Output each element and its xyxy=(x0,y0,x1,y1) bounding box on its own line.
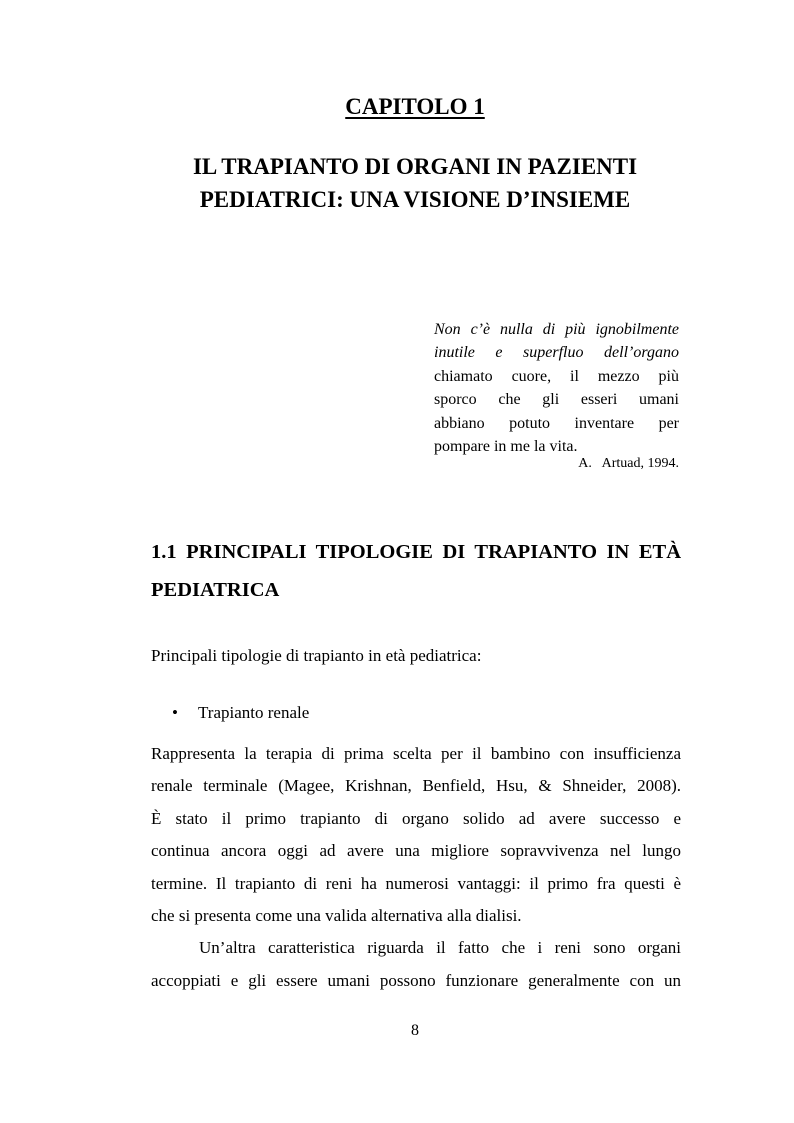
bullet-icon: • xyxy=(172,703,178,722)
bullet-list-item xyxy=(172,703,309,723)
epigraph xyxy=(434,318,679,458)
epigraph-line: abbiano potuto inventare per xyxy=(434,414,679,432)
epigraph-line: inutile e superfluo dell’organo xyxy=(434,344,679,362)
body-line: renale terminale (Magee, Krishnan, Benfield, Hsu, & Shneider, 2008). xyxy=(151,776,681,796)
epigraph-line: chiamato cuore, il mezzo più xyxy=(434,367,679,385)
body-line: termine. Il trapianto di reni ha numerosi vantaggi: il primo fra questi è xyxy=(151,873,681,893)
epigraph-line: Non c’è nulla di più ignobilmente xyxy=(434,321,679,338)
section-heading-line: PEDIATRICA xyxy=(151,579,280,601)
epigraph-line: sporco che gli esseri umani xyxy=(434,391,679,409)
chapter-title xyxy=(0,150,794,216)
body-line: continua ancora oggi ad avere una migliore sopravvivenza nel lungo xyxy=(151,841,681,861)
body-line: che si presenta come una valida alternativa alla dialisi. xyxy=(151,906,522,926)
epigraph-line: pompare in me la vita. xyxy=(434,438,578,456)
section-heading xyxy=(151,533,681,609)
body-line: È stato il primo trapianto di organo solido ad avere successo e xyxy=(151,808,681,828)
body-line: accoppiati e gli essere umani possono funzionare generalmente con un xyxy=(151,970,681,990)
bullet-item-text: Trapianto renale xyxy=(198,703,310,722)
epigraph-attribution: A. Artuad, 1994. xyxy=(578,456,679,471)
chapter-title-line: IL TRAPIANTO DI ORGANI IN PAZIENTI xyxy=(192,154,638,179)
body-line: Un’altra caratteristica riguarda il fatto che i reni sono organi xyxy=(199,938,681,958)
body-line: Rappresenta la terapia di prima scelta per il bambino con insufficienza xyxy=(151,744,681,763)
section-intro: Principali tipologie di trapianto in età pediatrica: xyxy=(151,646,482,665)
body-paragraph xyxy=(151,738,681,997)
page-number: 8 xyxy=(411,1022,419,1039)
section-heading-line: 1.1 PRINCIPALI TIPOLOGIE DI TRAPIANTO IN ETÀ xyxy=(151,541,681,563)
chapter-title-line: PEDIATRICI: UNA VISIONE D’INSIEME xyxy=(199,187,631,212)
chapter-label: CAPITOLO 1 xyxy=(345,94,485,119)
